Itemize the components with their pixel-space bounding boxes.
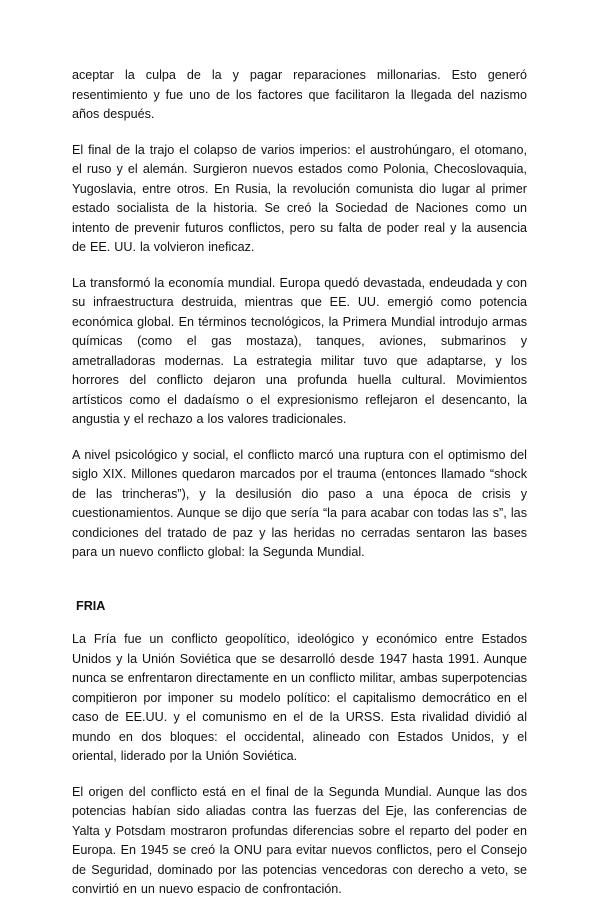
paragraph-cold-war-definition: La Fría fue un conflicto geopolítico, ideológico y económico entre Estados Unidos y la Unión Soviética que se desarrolló desde 1947 hasta 1991. Aunque nunca se enfrentaron directamente en un conflicto militar, ambas superpotencias compitieron por imponer su modelo político: el capitalismo democrático en el caso de EE.UU. y el comunismo en el de la URSS. Esta rivalidad dividió al mundo en dos bloques: el occidental, alineado con Estados Unidos, y el oriental, liderado por la Unión Soviética. [72,632,527,763]
paragraph-empires-collapse: El final de la trajo el colapso de varios imperios: el austrohúngaro, el otomano, el ruso y el alemán. Surgieron nuevos estados como Polonia, Checoslovaquia, Yugoslavia, entre otros. En Rusia, la revolución comunista dio lugar al primer estado socialista de la historia. Se creó la Sociedad de Naciones como un intento de prevenir futuros conflictos, pero su falta de poder real y la ausencia de EE. UU. la volvieron ineficaz. [72,142,527,254]
section-heading-fria: FRIA [76,598,106,613]
paragraph-psychological-impact: A nivel psicológico y social, el conflicto marcó una ruptura con el optimismo del siglo XIX. Millones quedaron marcados por el trauma (entonces llamado “shock de las trincheras”), y la desilusión dio paso a una época de crisis y cuestionamientos. Aunque se dijo que sería “la para acabar con todas las s”, las condiciones del tratado de paz y las heridas no cerradas sentaron las bases para un nuevo conflicto global: la Segunda Mundial. [72,447,527,559]
paragraph-cold-war-origin: El origen del conflicto está en el final de la Segunda Mundial. Aunque las dos potencias habían sido aliadas contra las fuerzas del Eje, las conferencias de Yalta y Potsdam mostraron profundas diferencias sobre el reparto del poder en Europa. En 1945 se creó la ONU para evitar nuevos conflictos, pero el Consejo de Seguridad, dominado por las potencias vencedoras con derecho a veto, se convirtió en un nuevo espacio de confrontación. [72,784,527,896]
paragraph-reparations: aceptar la culpa de la y pagar reparaciones millonarias. Esto generó resentimiento y fue uno de los factores que facilitaron la llegada del nazismo años después. [72,68,527,121]
document-body [72,66,527,916]
paragraph-economic-transformation: La transformó la economía mundial. Europa quedó devastada, endeudada y con su infraestructura destruida, mientras que EE. UU. emergió como potencia económica global. En términos tecnológicos, la Primera Mundial introdujo armas químicas (como el gas mostaza), tanques, aviones, submarinos y ametralladoras modernas. La estrategia militar tuvo que adaptarse, y los horrores del conflicto dejaron una profunda huella cultural. Movimientos artísticos como el dadaísmo o el expresionismo reflejaron el desencanto, la angustia y el rechazo a los valores tradicionales. [72,275,527,426]
